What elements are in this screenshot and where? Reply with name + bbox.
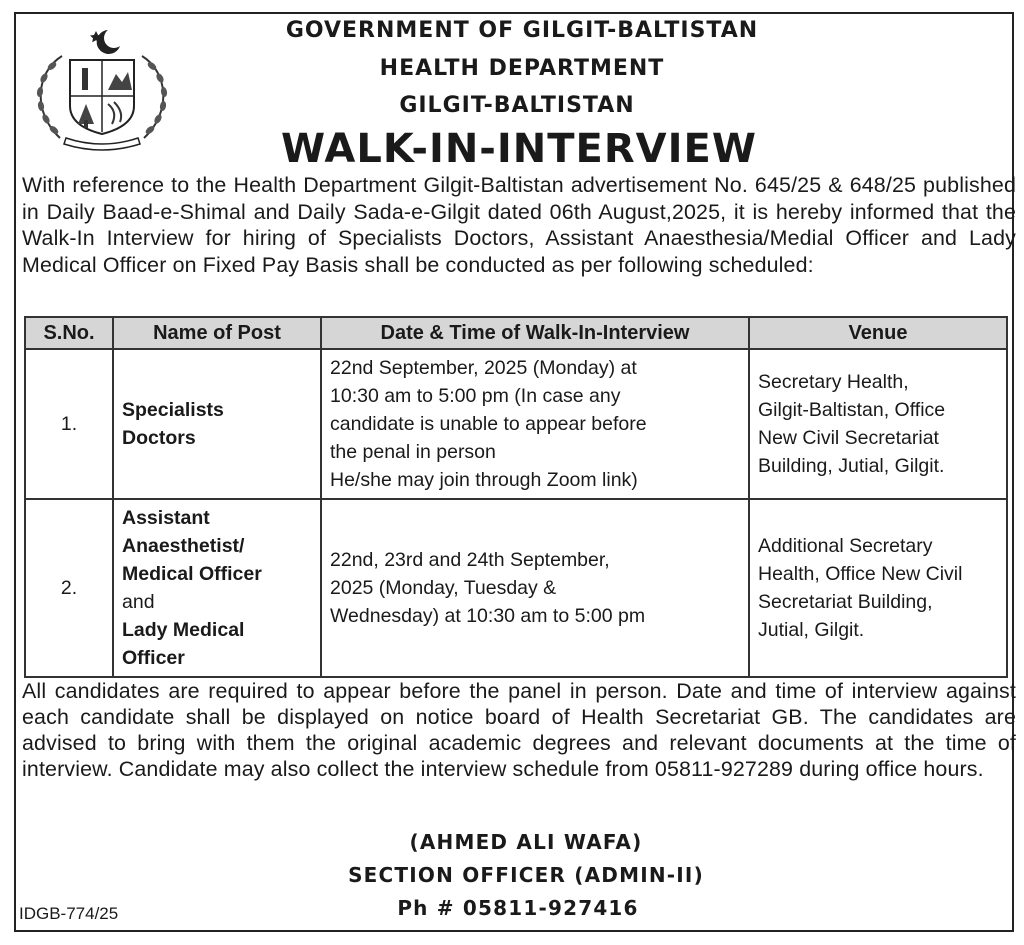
notice-title: WALK-IN-INTERVIEW [281, 126, 757, 172]
post-line: Specialists [122, 399, 224, 421]
cell-sno: 2. [25, 499, 113, 677]
venue-line: New Civil Secretariat [758, 427, 939, 449]
column-header-venue: Venue [749, 317, 1007, 349]
cell-post [113, 499, 321, 677]
post-line: Medical Officer [122, 563, 262, 585]
cell-date [321, 349, 749, 499]
date-line: 22nd September, 2025 (Monday) at [330, 357, 637, 379]
post-line: and [122, 591, 155, 613]
venue-line: Additional Secretary [758, 535, 933, 557]
date-line: the penal in person [330, 441, 496, 463]
signatory-designation: SECTION OFFICER (ADMIN-II) [348, 863, 704, 887]
signatory-name: (AHMED ALI WAFA) [409, 830, 643, 854]
date-line: candidate is unable to appear before [330, 413, 647, 435]
intro-paragraph: With reference to the Health Department Gilgit-Baltistan advertisement No. 645/25 & 648/25 published in Daily Baad-e-Shimal and Daily Sada-e-Gilgit dated 06th August,2025, it is hereby informed that the Walk-In Interview for hiring of Specialists Doctors, Assistant Anaesthesia/Medial Officer and Lady Medical Officer on Fixed Pay Basis shall be conducted as per following scheduled: [22, 173, 1016, 277]
venue-line: Gilgit-Baltistan, Office [758, 399, 946, 421]
instructions-paragraph: All candidates are required to appear before the panel in person. Date and time of interview against each candidate shall be displayed on notice board of Health Secretariat GB. The candidates are advised to bring with them the original academic degrees and relevant documents at the time of interview. Candidate may also collect the interview schedule from 05811-927289 during office hours. [22, 679, 1016, 781]
signatory-phone: Ph # 05811-927416 [397, 896, 639, 920]
table-header-row [25, 317, 1007, 349]
venue-line: Building, Jutial, Gilgit. [758, 455, 945, 477]
post-line: Doctors [122, 427, 196, 449]
column-header-date: Date & Time of Walk-In-Interview [321, 317, 749, 349]
table-row [25, 499, 1007, 677]
date-line: He/she may join through Zoom link) [330, 469, 638, 491]
post-line: Officer [122, 647, 185, 669]
header-department: HEALTH DEPARTMENT [379, 56, 665, 81]
schedule-table [24, 316, 1008, 678]
header-government: GOVERNMENT OF GILGIT-BALTISTAN [285, 18, 759, 43]
cell-post [113, 349, 321, 499]
cell-venue [749, 349, 1007, 499]
venue-line: Secretariat Building, [758, 591, 933, 613]
column-header-post: Name of Post [113, 317, 321, 349]
column-header-sno: S.No. [25, 317, 113, 349]
cell-sno: 1. [25, 349, 113, 499]
date-line: 22nd, 23rd and 24th September, [330, 549, 610, 571]
header-region: GILGIT-BALTISTAN [399, 93, 635, 118]
cell-venue [749, 499, 1007, 677]
venue-line: Jutial, Gilgit. [758, 619, 865, 641]
reference-number: IDGB-774/25 [19, 904, 119, 923]
date-line: 2025 (Monday, Tuesday & [330, 577, 557, 599]
date-line: Wednesday) at 10:30 am to 5:00 pm [330, 605, 646, 627]
post-line: Assistant [122, 507, 210, 529]
post-line: Anaesthetist/ [122, 535, 245, 557]
cell-date [321, 499, 749, 677]
date-line: 10:30 am to 5:00 pm (In case any [330, 385, 621, 407]
table-row [25, 349, 1007, 499]
post-line: Lady Medical [122, 619, 245, 641]
venue-line: Health, Office New Civil [758, 563, 963, 585]
venue-line: Secretary Health, [758, 371, 909, 393]
